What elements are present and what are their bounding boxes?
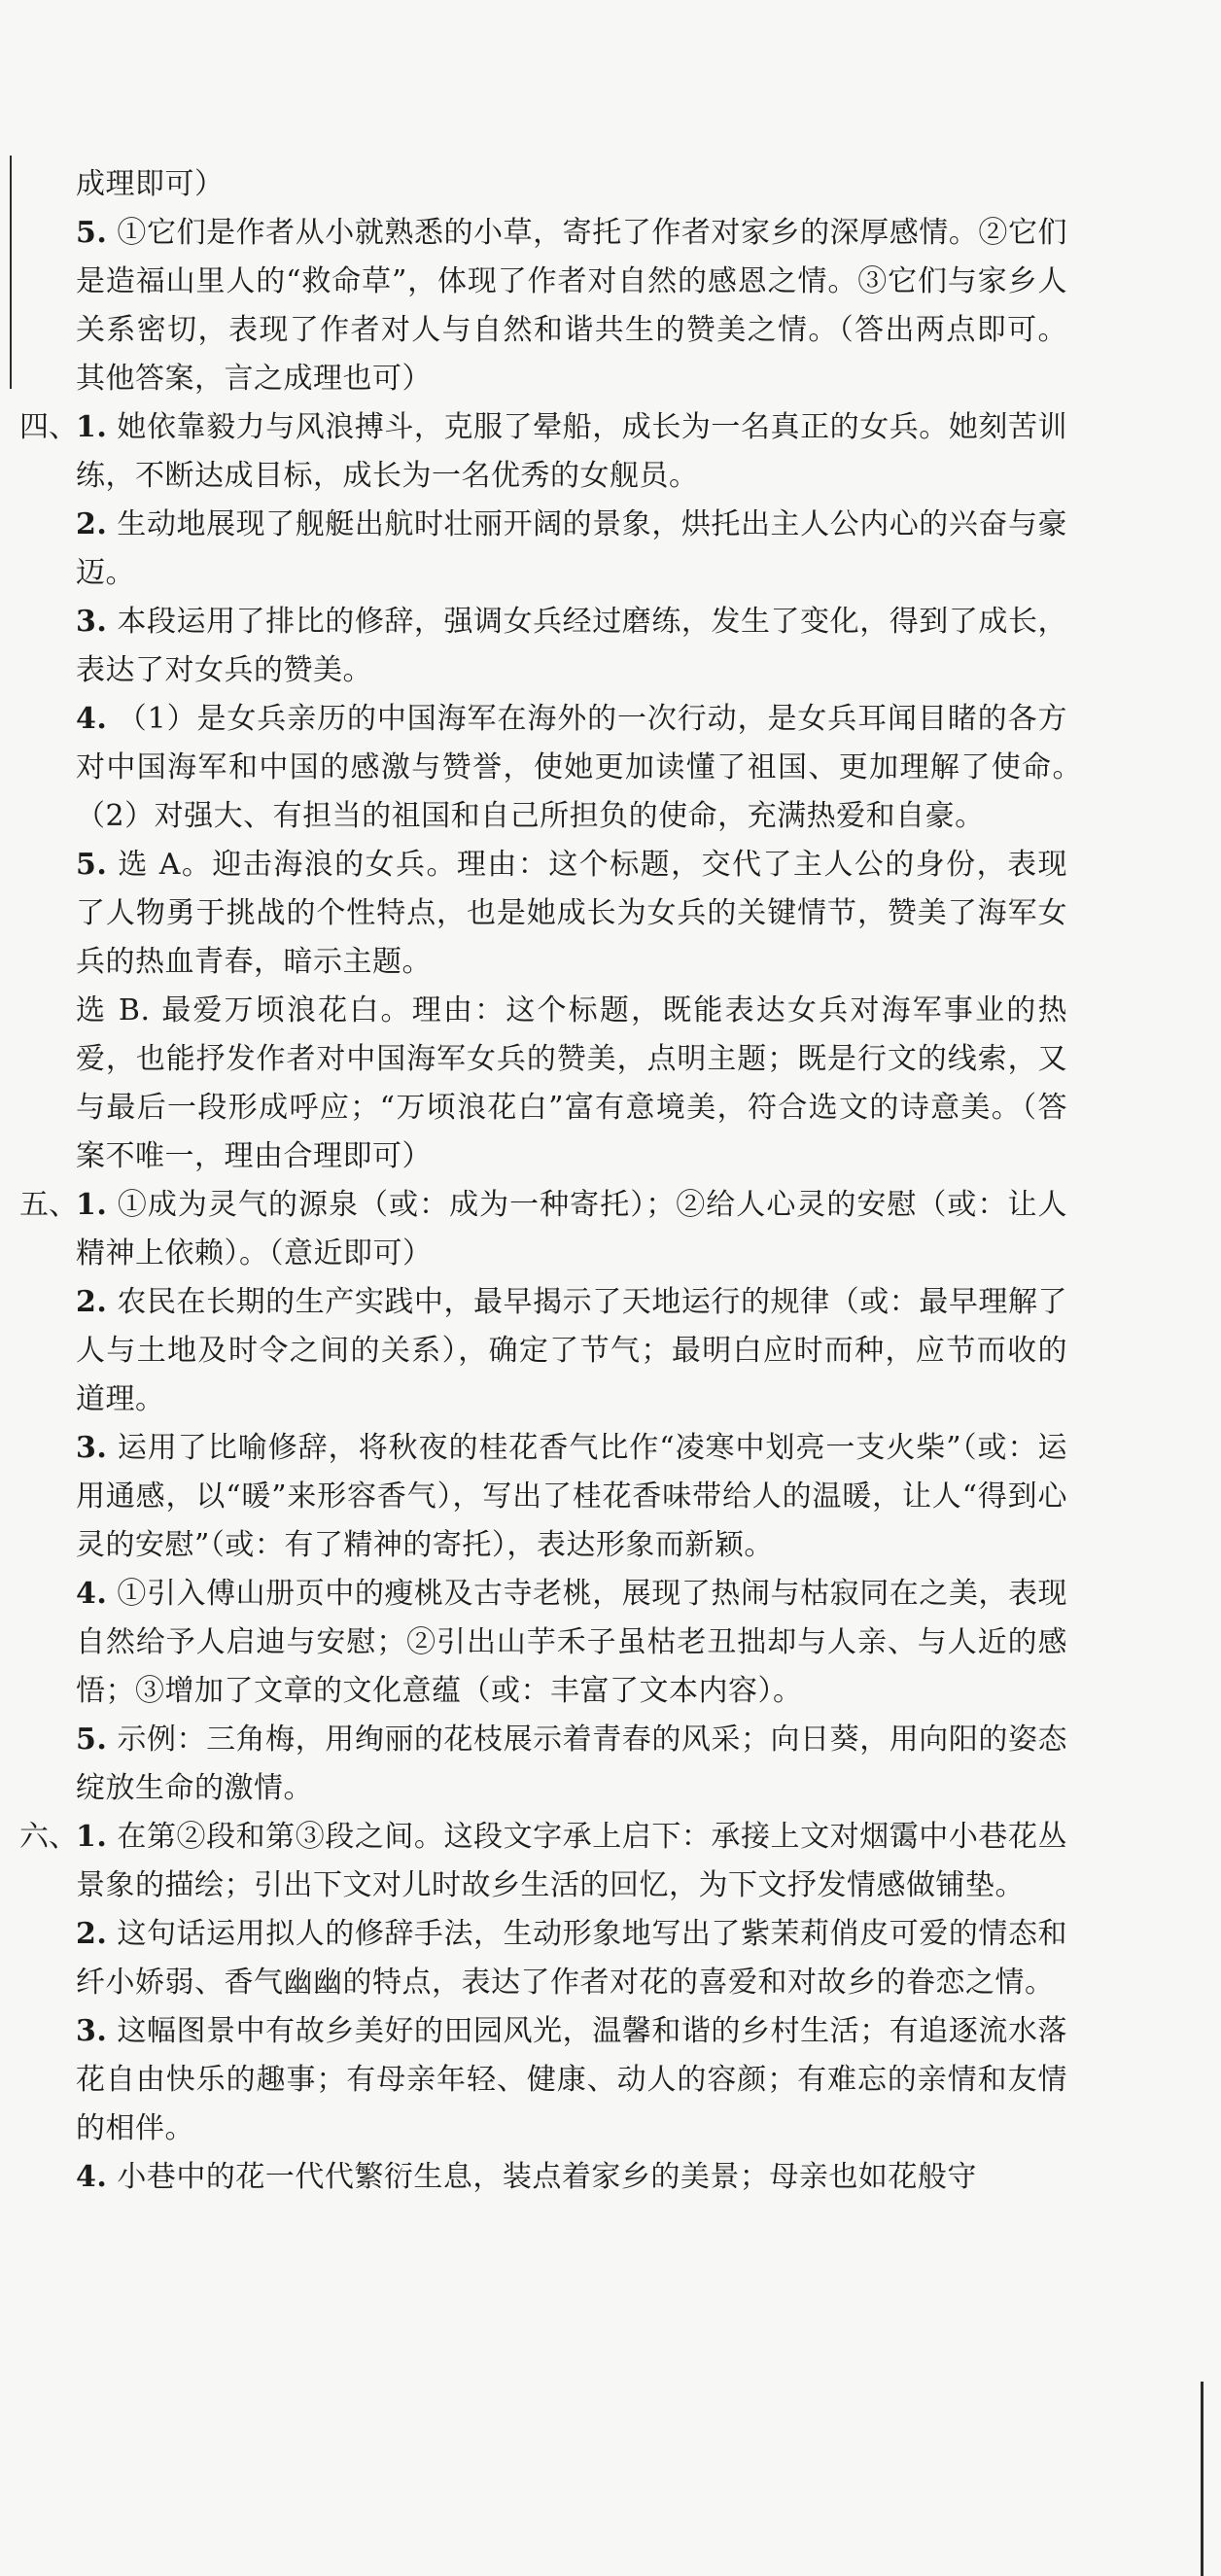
answer-section bbox=[19, 1813, 1186, 2202]
item-number: 2. bbox=[76, 1917, 108, 1951]
item-number: 2. bbox=[76, 1285, 108, 1319]
item-number: 5. bbox=[76, 848, 108, 882]
answer-item bbox=[76, 695, 1098, 841]
answer-item bbox=[76, 987, 1067, 1181]
item-text: 小巷中的花一代代繁衍生息，装点着家乡的美景；母亲也如花般守 bbox=[117, 2160, 977, 2194]
item-text: 成理即可） bbox=[76, 167, 225, 201]
answer-item bbox=[76, 2153, 1067, 2202]
answer-item bbox=[76, 1910, 1067, 2007]
item-number: 5. bbox=[76, 216, 108, 250]
item-number: 1. bbox=[76, 1820, 108, 1854]
item-number: 1. bbox=[76, 410, 108, 444]
answer-item bbox=[76, 403, 1067, 501]
item-number: 5. bbox=[76, 1723, 108, 1757]
answer-section bbox=[19, 403, 1186, 1181]
item-text: 示例：三角梅，用绚丽的花枝展示着青春的风采；向日葵，用向阳的姿态绽放生命的激情。 bbox=[76, 1723, 1067, 1805]
answer-item bbox=[76, 841, 1067, 987]
item-text: 在第②段和第③段之间。这段文字承上启下：承接上文对烟霭中小巷花丛景象的描绘；引出下文对儿时故乡生活的回忆，为下文抒发情感做铺垫。 bbox=[76, 1820, 1067, 1902]
answer-item bbox=[76, 2007, 1067, 2153]
item-text: 选 B. 最爱万顷浪花白。理由：这个标题，既能表达女兵对海军事业的热爱，也能抒发作者对中国海军女兵的赞美，点明主题；既是行文的线索，又与最后一段形成呼应；“万顷浪花白”富有意境美，符合选文的诗意美。（答案不唯一，理由合理即可） bbox=[76, 993, 1067, 1173]
item-text: （1）是女兵亲历的中国海军在海外的一次行动，是女兵耳闻目睹的各方对中国海军和中国的感激与赞誉，使她更加读懂了祖国、更加理解了使命。 （2）对强大、有担当的祖国和自己所担负的使命，充满热爱和自豪。 bbox=[76, 702, 1098, 833]
answer-item bbox=[76, 1570, 1067, 1716]
answer-item bbox=[76, 1181, 1067, 1278]
answer-item bbox=[76, 209, 1067, 403]
answer-item bbox=[76, 160, 1067, 209]
section-number: 五、 bbox=[19, 1188, 78, 1222]
item-number: 3. bbox=[76, 605, 108, 639]
answer-item bbox=[76, 1424, 1067, 1570]
answer-content bbox=[19, 160, 1186, 2202]
item-text: 运用了比喻修辞，将秋夜的桂花香气比作“凌寒中划亮一支火柴”（或：运用通感，以“暖”来形容香气），写出了桂花香味带给人的温暖，让人“得到心灵的安慰”（或：有了精神的寄托），表达形象而新颖。 bbox=[76, 1431, 1067, 1562]
item-number: 4. bbox=[76, 702, 108, 736]
answer-item bbox=[76, 1716, 1067, 1813]
item-number: 1. bbox=[76, 1188, 108, 1222]
answer-item bbox=[76, 598, 1067, 695]
item-number: 3. bbox=[76, 2014, 108, 2048]
item-text: 农民在长期的生产实践中，最早揭示了天地运行的规律（或：最早理解了人与土地及时令之间的关系），确定了节气；最明白应时而种，应节而收的道理。 bbox=[76, 1285, 1067, 1416]
item-text: 本段运用了排比的修辞，强调女兵经过磨练，发生了变化，得到了成长，表达了对女兵的赞美。 bbox=[76, 605, 1067, 687]
item-number: 4. bbox=[76, 1577, 108, 1611]
answer-section bbox=[19, 1181, 1186, 1813]
answer-item bbox=[76, 501, 1067, 598]
item-number: 3. bbox=[76, 1431, 108, 1465]
item-text: 这幅图景中有故乡美好的田园风光，温馨和谐的乡村生活；有追逐流水落花自由快乐的趣事；有母亲年轻、健康、动人的容颜；有难忘的亲情和友情的相伴。 bbox=[76, 2014, 1067, 2145]
right-margin-rule bbox=[1201, 2382, 1204, 2576]
section-number: 四、 bbox=[19, 410, 78, 444]
answer-item bbox=[76, 1278, 1067, 1424]
item-text: 选 A。迎击海浪的女兵。理由：这个标题，交代了主人公的身份，表现了人物勇于挑战的个性特点，也是她成长为女兵的关键情节，赞美了海军女兵的热血青春，暗示主题。 bbox=[76, 848, 1067, 979]
left-margin-rule bbox=[10, 156, 12, 389]
item-text: ①引入傅山册页中的瘦桃及古寺老桃，展现了热闹与枯寂同在之美，表现自然给予人启迪与安慰；②引出山芋禾子虽枯老丑拙却与人亲、与人近的感悟；③增加了文章的文化意蕴（或：丰富了文本内容）。 bbox=[76, 1577, 1067, 1708]
item-text: ①它们是作者从小就熟悉的小草，寄托了作者对家乡的深厚感情。②它们是造福山里人的“救命草”，体现了作者对自然的感恩之情。③它们与家乡人关系密切，表现了作者对人与自然和谐共生的赞美之情。（答出两点即可。其他答案，言之成理也可） bbox=[76, 216, 1067, 396]
item-text: ①成为灵气的源泉（或：成为一种寄托）；②给人心灵的安慰（或：让人精神上依赖）。（意近即可） bbox=[76, 1188, 1067, 1271]
item-text: 她依靠毅力与风浪搏斗，克服了晕船，成长为一名真正的女兵。她刻苦训练，不断达成目标，成长为一名优秀的女舰员。 bbox=[76, 410, 1067, 493]
item-number: 4. bbox=[76, 2160, 108, 2194]
item-number: 2. bbox=[76, 507, 108, 541]
item-text: 这句话运用拟人的修辞手法，生动形象地写出了紫茉莉俏皮可爱的情态和纤小娇弱、香气幽幽的特点，表达了作者对花的喜爱和对故乡的眷恋之情。 bbox=[76, 1917, 1067, 2000]
item-text: 生动地展现了舰艇出航时壮丽开阔的景象，烘托出主人公内心的兴奋与豪迈。 bbox=[76, 507, 1067, 590]
answer-item bbox=[76, 1813, 1067, 1910]
answer-section bbox=[19, 160, 1186, 403]
section-number: 六、 bbox=[19, 1820, 78, 1854]
